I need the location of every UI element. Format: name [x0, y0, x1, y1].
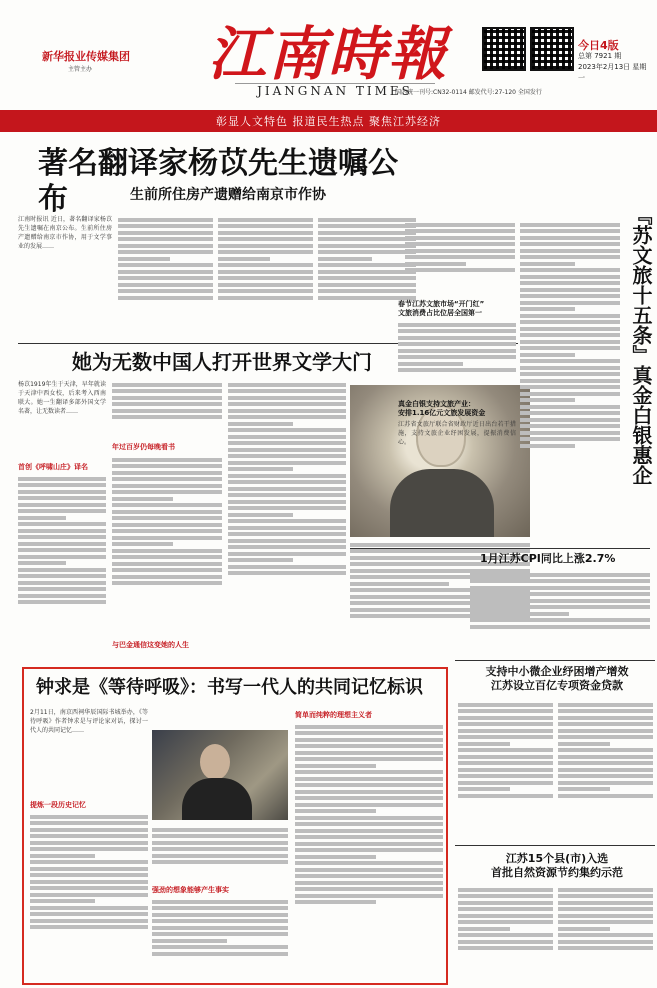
- feature-body-col4: [295, 722, 443, 980]
- cpi-body: [470, 570, 650, 655]
- paper-title: 江南時報: [207, 20, 448, 88]
- title-line2: 江苏设立百亿专项资金贷款: [491, 679, 623, 692]
- right-body-b: [398, 320, 516, 395]
- group-logo-sub: 主管主办: [68, 66, 93, 73]
- issn-line: 国内统一刊号:CN32-0114 邮发代号:27-120 全国发行: [395, 89, 542, 96]
- right-small-title-b[interactable]: [398, 400, 518, 418]
- feature-subhead-c: 简单而纯粹的理想主义者: [295, 711, 372, 719]
- vertical-headline[interactable]: 『苏文旅十五条』真金白银惠企: [629, 205, 653, 485]
- resource-body-col2: [558, 885, 653, 983]
- masthead: [0, 0, 657, 112]
- article2-body: 杨苡1919年生于天津，早年就读于天津中西女校，后来考入西南联大。她一生翻译多部外国文学名著，让无数读者……: [18, 381, 106, 415]
- right-body-d: [520, 220, 620, 540]
- loan-body-col1: [458, 700, 553, 840]
- right-body-c: 江苏省文旅厅联合省财政厅近日出台若干措施，支持文旅企业纾困发展，提振消费信心。: [398, 421, 516, 446]
- lead-headline[interactable]: 著名翻译家杨苡先生遗嘱公布: [38, 146, 398, 217]
- article2-body-col2: [112, 380, 222, 440]
- issue-date: 2023年2月13日 星期一: [578, 63, 647, 82]
- issue-pages: 今日4版: [578, 39, 619, 52]
- cpi-headline[interactable]: 1月江苏CPI同比上涨2.7%: [480, 552, 616, 565]
- divider: [455, 660, 655, 661]
- feature-subhead-b: 强劲的想象能够产生事实: [152, 886, 229, 894]
- resource-headline[interactable]: [462, 852, 652, 880]
- issue-total: 总第 7921 期: [578, 52, 622, 60]
- divider: [350, 548, 650, 549]
- title-line2: 首批自然资源节约集约示范: [491, 866, 623, 879]
- qr-code-icon: [482, 27, 526, 71]
- divider: [455, 845, 655, 846]
- title-line1: 春节江苏文旅市场“开门红”: [398, 300, 485, 308]
- article2-subhead-a: 首创《呼啸山庄》译名: [18, 463, 88, 471]
- title-line1: 支持中小微企业纾困增产增效: [485, 665, 629, 678]
- right-body-a: [405, 220, 515, 300]
- feature-subhead-a: 提炼一段历史记忆: [30, 801, 86, 809]
- title-line1: 江苏15个县(市)入选: [505, 852, 609, 865]
- loan-body-col2: [558, 700, 653, 840]
- title-line1: 真金白银支持文旅产业：: [398, 400, 475, 408]
- lead-subheadline: 生前所住房产遗赠给南京市作协: [130, 187, 326, 203]
- right-small-title-a[interactable]: [398, 300, 518, 318]
- portrait-face: [200, 744, 230, 780]
- feature-headline[interactable]: 钟求是《等待呼吸》：书写一代人的共同记忆标识: [36, 677, 423, 698]
- article2-body-col3: [112, 455, 222, 635]
- article2-body-col4: [228, 380, 346, 655]
- article2-headline[interactable]: 她为无数中国人打开世界文学大门: [72, 350, 372, 374]
- group-logo-text: 新华报业传媒集团: [42, 50, 130, 63]
- qr-code-icon: [530, 27, 574, 71]
- lead-body-col2: [118, 215, 213, 340]
- feature-body-col1: [30, 812, 148, 980]
- lead-body-col1: 江南时报讯 近日，著名翻译家杨苡先生遗嘱在南京公布。生前所住房产遗赠给南京市作协，用于文学事业的发展……: [18, 216, 112, 250]
- zhong-qiushi-photo: [152, 730, 288, 820]
- loan-headline[interactable]: [462, 665, 652, 693]
- article2-subhead-c: 与巴金通信这变她的人生: [112, 641, 189, 649]
- feature-body: 2月11日，南京西祠华辰国际书城举办，《等待呼吸》作者钟求是与评论家对话，探讨一代人的共同记忆……: [30, 709, 148, 734]
- feature-body-col2: [152, 825, 288, 883]
- article2-body-col1: [18, 474, 106, 654]
- slogan-text: 彰显人文特色 报道民生热点 聚焦江苏经济: [216, 115, 441, 128]
- article2-subhead-b: 年过百岁仍每晚看书: [112, 443, 175, 451]
- title-line2: 安排1.16亿元文旅发展资金: [398, 409, 486, 417]
- group-logo: [42, 48, 132, 78]
- issue-info: [578, 40, 648, 84]
- portrait-body: [182, 778, 252, 820]
- resource-body-col1: [458, 885, 553, 983]
- title-line2: 文旅消费占比位居全国第一: [398, 309, 482, 317]
- paper-title-en: JIANGNAN TIMES: [235, 83, 435, 98]
- slogan-bar: [0, 112, 657, 132]
- feature-body-col3: [152, 897, 288, 980]
- lead-body-col3: [218, 215, 313, 340]
